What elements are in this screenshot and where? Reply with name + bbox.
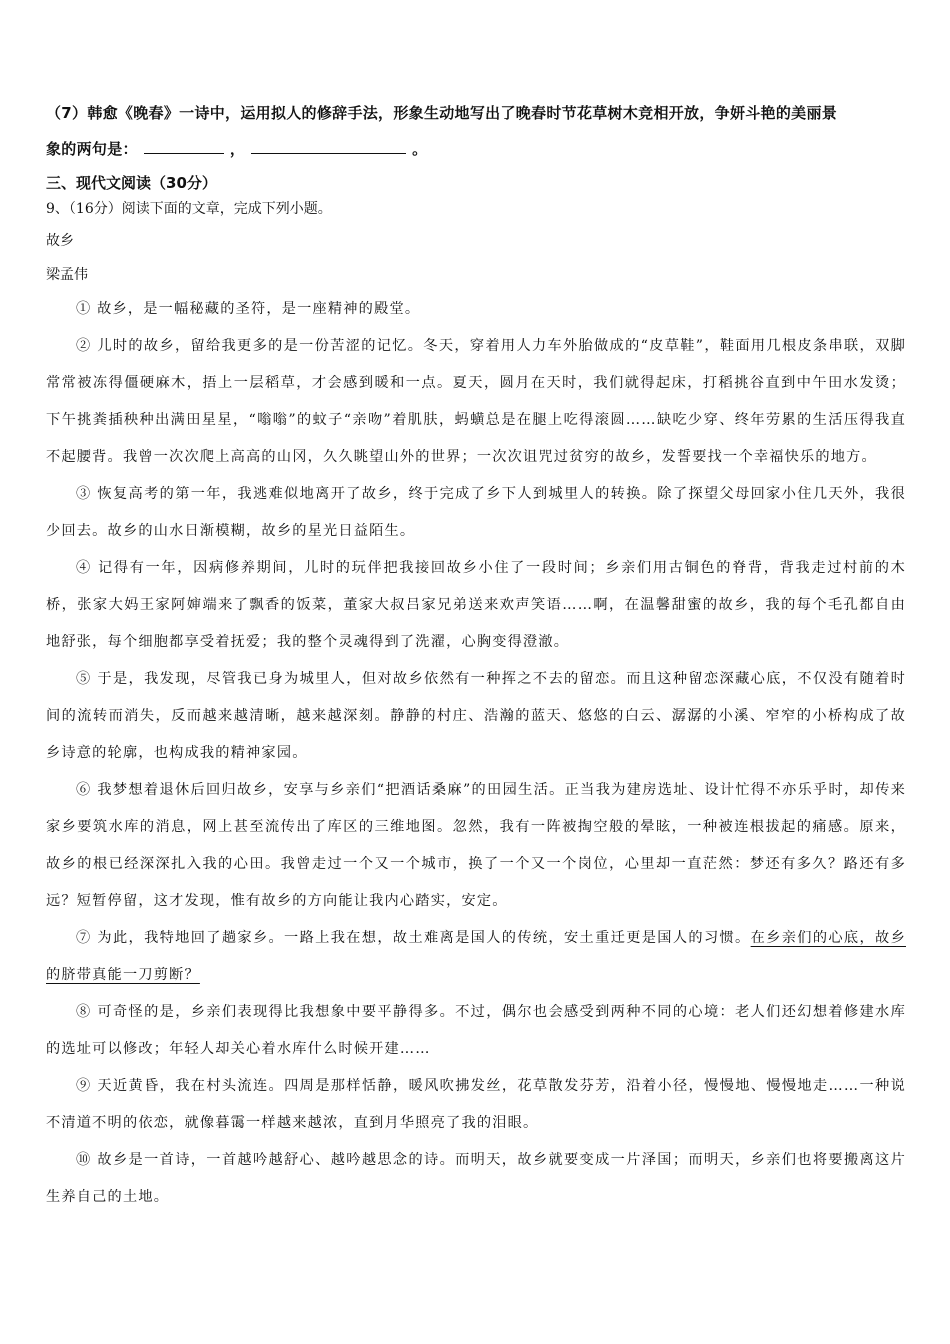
paragraph-4: ④ 记得有一年，因病修养期间，儿时的玩伴把我接回故乡小住了一段时间；乡亲们用古铜色的脊背，背我走过村前的木桥，张家大妈王家阿婶端来了飘香的饭菜，董家大叔吕家兄弟送来欢声笑语……啊，在温馨甜蜜的故乡，我的每个毛孔都自由地舒张，每个细胞都享受着抚爱；我的整个灵魂得到了洗濯，心胸变得澄澈。 xyxy=(46,560,906,650)
article-body xyxy=(46,291,906,1216)
question-7-prefix: 象的两句是： xyxy=(46,140,138,158)
paragraph-8: ⑧ 可奇怪的是，乡亲们表现得比我想象中要平静得多。不过，偶尔也会感受到两种不同的心境：老人们还幻想着修建水库的选址可以修改；年轻人却关心着水库什么时候开建…… xyxy=(46,1004,906,1057)
paragraph-7 xyxy=(46,920,906,994)
paragraph-9: ⑨ 天近黄昏，我在村头流连。四周是那样恬静，暖风吹拂发丝，花草散发芬芳，沿着小径，慢慢地、慢慢地走……一种说不清道不明的依恋，就像暮霭一样越来越浓，直到月华照亮了我的泪眼。 xyxy=(46,1078,906,1131)
article-author: 梁孟伟 xyxy=(46,267,88,283)
article-title: 故乡 xyxy=(46,233,74,249)
paragraph-5: ⑤ 于是，我发现，尽管我已身为城里人，但对故乡依然有一种挥之不去的留恋。而且这种留恋深藏心底，不仅没有随着时间的流转而消失，反而越来越清晰，越来越深刻。静静的村庄、浩瀚的蓝天、悠悠的白云、潺潺的小溪、窄窄的小桥构成了故乡诗意的轮廓，也构成我的精神家园。 xyxy=(46,671,906,761)
paragraph-7-text: ⑦ 为此，我特地回了趟家乡。一路上我在想，故土难离是国人的传统，安土重迁更是国人的习惯。 xyxy=(76,930,751,946)
answer-blank-1[interactable] xyxy=(144,139,224,154)
question-7-comma: ， xyxy=(229,140,246,158)
underlined-sentence: 在乡亲们的心底，故乡的脐带真能一刀剪断？ xyxy=(46,930,906,983)
question-7 xyxy=(46,95,908,167)
paragraph-3: ③ 恢复高考的第一年，我逃难似地离开了故乡，终于完成了乡下人到城里人的转换。除了探望父母回家小住几天外，我很少回去。故乡的山水日渐模糊，故乡的星光日益陌生。 xyxy=(46,486,906,539)
paragraph-2: ② 儿时的故乡，留给我更多的是一份苦涩的记忆。冬天，穿着用人力车外胎做成的“皮草鞋”，鞋面用几根皮条串联，双脚常常被冻得僵硬麻木，捂上一层稻草，才会感到暖和一点。夏天，圆月在天时，我们就得起床，打稻挑谷直到中午田水发烫；下午挑粪插秧种出满田星星，“嗡嗡”的蚊子“亲吻”着肌肤，蚂蟥总是在腿上吃得滚圆……缺吃少穿、终年劳累的生活压得我直不起腰背。我曾一次次爬上高高的山冈，久久眺望山外的世界；一次次诅咒过贫穷的故乡，发誓要找一个幸福快乐的地方。 xyxy=(46,338,906,465)
paragraph-1: ① 故乡，是一幅秘藏的圣符，是一座精神的殿堂。 xyxy=(76,301,421,317)
section-title: 三、现代文阅读（30分） xyxy=(46,174,217,192)
question-7-line2 xyxy=(46,131,908,167)
question-9: 9、（16分）阅读下面的文章，完成下列小题。 xyxy=(46,201,332,217)
paragraph-6: ⑥ 我梦想着退休后回归故乡，安享与乡亲们“把酒话桑麻”的田园生活。正当我为建房选址、设计忙得不亦乐乎时，却传来家乡要筑水库的消息，网上甚至流传出了库区的三维地图。忽然，我有一阵被掏空般的晕眩，一种被连根拔起的痛感。原来，故乡的根已经深深扎入我的心田。我曾走过一个又一个城市，换了一个又一个岗位，心里却一直茫然：梦还有多久？路还有多远？短暂停留，这才发现，惟有故乡的方向能让我内心踏实，安定。 xyxy=(46,782,906,909)
paragraph-10: ⑩ 故乡是一首诗，一首越吟越舒心、越吟越思念的诗。而明天，故乡就要变成一片泽国；而明天，乡亲们也将要搬离这片生养自己的土地。 xyxy=(46,1152,906,1205)
question-7-end: 。 xyxy=(412,140,428,158)
question-7-text: （7）韩愈《晚春》一诗中，运用拟人的修辞手法，形象生动地写出了晚春时节花草树木竞相开放，争妍斗艳的美丽景 xyxy=(46,104,838,122)
answer-blank-2[interactable] xyxy=(251,139,406,154)
